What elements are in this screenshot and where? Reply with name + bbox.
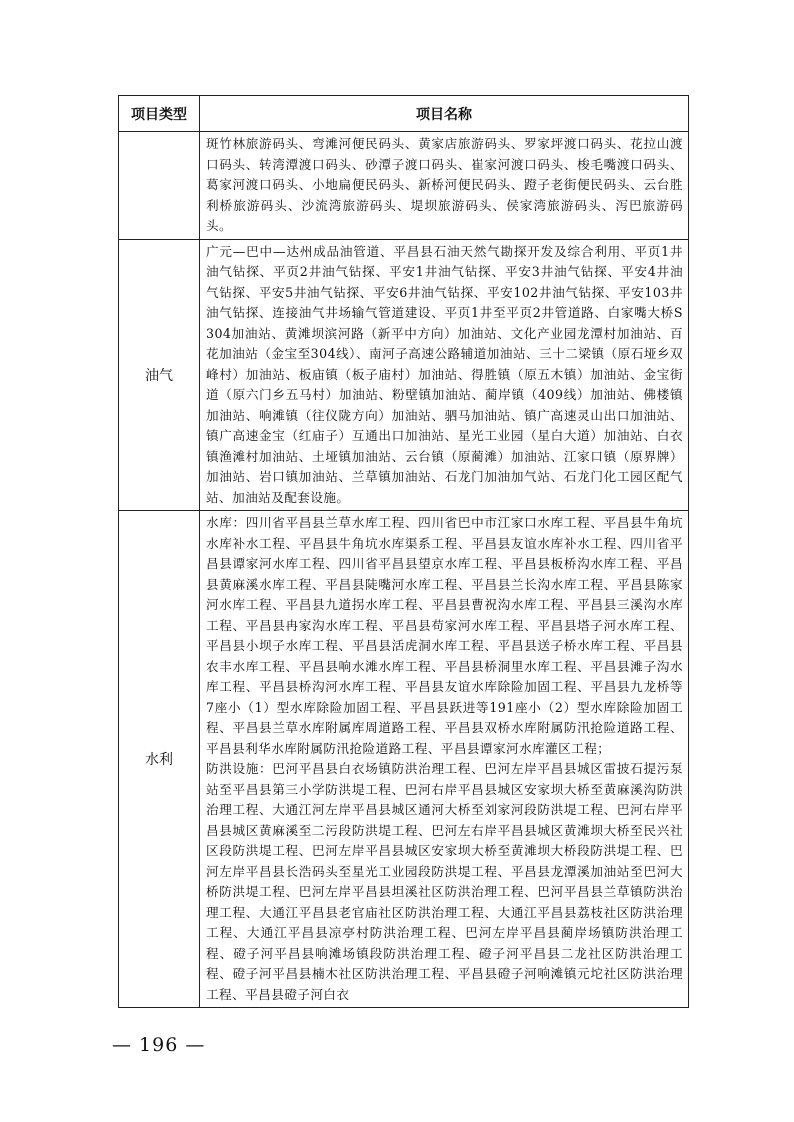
project-type-cell: 水利 <box>119 511 200 1008</box>
project-names-cell <box>200 132 689 240</box>
project-table <box>118 95 689 1008</box>
flood-control-projects-text: 防洪设施：巴河平昌县白衣场镇防洪治理工程、巴河左岸平昌县城区雷披石提污泵站至平昌县第三小学防洪堤工程、巴河右岸平昌县城区安家坝大桥至黄麻溪沟防洪治理工程、大通江河左岸平昌县城区通河大桥至刘家河段防洪堤工程、巴河右岸平昌县城区黄麻溪至二污段防洪堤工程、巴河左右岸平昌县城区黄滩坝大桥至民兴社区段防洪堤工程、巴河左岸平昌县城区安家坝大桥至黄滩坝大桥段防洪堤工程、巴河左岸平昌县长浩码头至星光工业园段防洪堤工程、平昌县龙潭溪加油站至巴河大桥防洪堤工程、巴河左岸平昌县坦溪社区防洪治理工程、巴河平昌县兰草镇防洪治理工程、大通江平昌县老官庙社区防洪治理工程、大通江平昌县荔枝社区防洪治理工程、大通江平昌县凉亭村防洪治理工程、巴河左岸平昌县蔺岸场镇防洪治理工程、磴子河平昌县响滩场镇段防洪治理工程、磴子河平昌县二龙社区防洪治理工程、磴子河平昌县楠木社区防洪治理工程、平昌县磴子河响滩镇元坨社区防洪治理工程、平昌县磴子河白衣 <box>206 761 683 1002</box>
table-header-row <box>119 96 689 132</box>
project-type-cell <box>119 132 200 240</box>
table-row <box>119 132 689 240</box>
table-row <box>119 239 689 511</box>
project-names-text: 斑竹林旅游码头、弯滩河便民码头、黄家店旅游码头、罗家坪渡口码头、花拉山渡口码头、转湾潭渡口码头、砂潭子渡口码头、崔家河渡口码头、梭毛嘴渡口码头、葛家河渡口码头、小地扁便民码头、新桥河便民码头、蹬子老街便民码头、云台胜利桥旅游码头、沙流湾旅游码头、堤坝旅游码头、侯家湾旅游码头、泻巴旅游码头。 <box>206 136 683 233</box>
header-project-type: 项目类型 <box>119 96 200 132</box>
project-type-cell: 油气 <box>119 239 200 511</box>
table-row <box>119 511 689 1008</box>
reservoir-projects-text: 水库：四川省平昌县兰草水库工程、四川省巴中市江家口水库工程、平昌县牛角坑水库补水工程、平昌县牛角坑水库渠系工程、平昌县友谊水库补水工程、四川省平昌县谭家河水库工程、四川省平昌县望京水库工程、平昌县板桥沟水库工程、平昌县黄麻溪水库工程、平昌县陡嘴河水库工程、平昌县兰长沟水库工程、平昌县陈家河水库工程、平昌县九道拐水库工程、平昌县曹祝沟水库工程、平昌县三溪沟水库工程、平昌县冉家沟水库工程、平昌县苟家河水库工程、平昌县塔子河水库工程、平昌县小坝子水库工程、平昌县活虎洞水库工程、平昌县送子桥水库工程、平昌县农丰水库工程、平昌县响水滩水库工程、平昌县桥洞里水库工程、平昌县滩子沟水库工程、平昌县桥沟河水库工程、平昌县友谊水库除险加固工程、平昌县九龙桥等7座小（1）型水库除险加固工程、平昌县跃进等191座小（2）型水库除险加固工程、平昌县兰草水库附属库周道路工程、平昌县双桥水库附属防汛抢险道路工程、平昌县利华水库附属防汛抢险道路工程、平昌县谭家河水库灌区工程； <box>206 515 683 756</box>
header-project-name: 项目名称 <box>200 96 689 132</box>
project-names-cell <box>200 511 689 1008</box>
project-names-text: 广元—巴中—达州成品油管道、平昌县石油天然气勘探开发及综合利用、平页1井油气钻探、平页2井油气钻探、平安1井油气钻探、平安3井油气钻探、平安4井油气钻探、平安5井油气钻探、平安6井油气钻探、平安102井油气钻探、平安103井油气钻探、连接油气井场输气管道建设、平页1井至平页2井管道路、白家嘴大桥S304加油站、黄滩坝滨河路（新平中方向）加油站、文化产业园龙潭村加油站、百花加油站（金宝至304线）、南河子高速公路辅道加油站、三十二梁镇（原石垭乡双峰村）加油站、板庙镇（板子庙村）加油站、得胜镇（原五木镇）加油站、金宝街道（原六门乡五马村）加油站、粉壁镇加油站、蔺岸镇（409线）加油站、佛楼镇加油站、响滩镇（往仪陇方向）加油站、驷马加油站、镇广高速灵山出口加油站、镇广高速金宝（红庙子）互通出口加油站、星光工业园（星白大道）加油站、白衣镇渔滩村加油站、土垭镇加油站、云台镇（原蔺滩）加油站、江家口镇（原界牌）加油站、岩口镇加油站、兰草镇加油站、石龙门加油加气站、石龙门化工园区配气站、加油站及配套设施。 <box>206 243 683 505</box>
project-names-cell <box>200 239 689 511</box>
page-number: — 196 — <box>112 1034 206 1056</box>
